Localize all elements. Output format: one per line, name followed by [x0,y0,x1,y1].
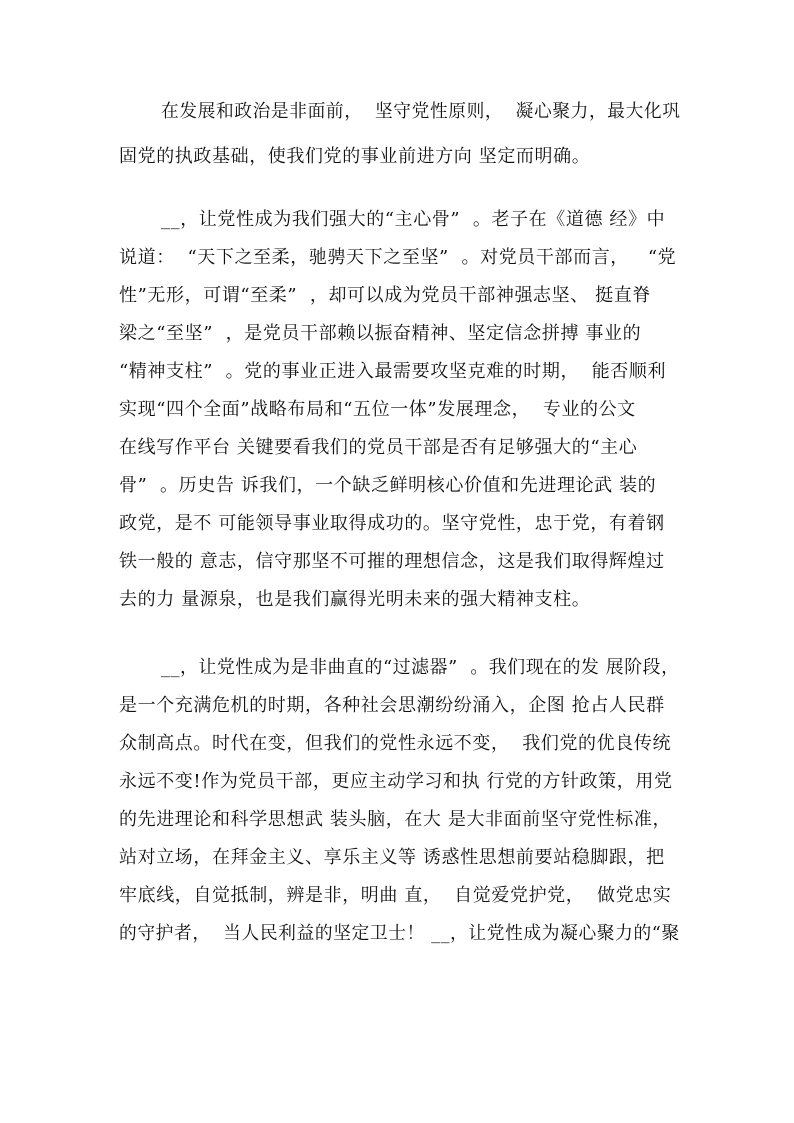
text-line: 的先进理论和科学思想武 装头脑，在大 是大非面前坚守党性标准， [119,809,672,830]
text-line: 牢底线，自觉抵制，辨是非，明曲 直， 自觉爱党护党， 做党忠实 [119,885,672,906]
text-line: “精神支柱” 。党的事业正进入最需要攻坚克难的时期， 能否顺利 [119,361,667,382]
text-line: 性”无形，可谓“至柔” ，却可以成为党员干部神强志坚、 挺直脊 [119,285,651,306]
text-line: 政党，是不 可能领导事业取得成功的。坚守党性，忠于党，有着钢 [119,513,665,534]
text-line: 铁一般的 意志，信守那坚不可摧的理想信念，这是我们取得辉煌过 [119,551,665,572]
text-line: 梁之“至坚” ，是党员干部赖以振奋精神、坚定信念拼搏 事业的 [119,323,642,344]
text-line: 的守护者， 当人民利益的坚定卫士！ __，让党性成为凝心聚力的“聚 [119,923,680,944]
text-line: 固党的执政基础，使我们党的事业前进方向 坚定而明确。 [119,146,591,167]
text-line: 永远不变!作为党员干部，更应主动学习和执 行党的方针政策，用党 [119,771,673,792]
text-line: 实现“四个全面”战略布局和“五位一体”发展理念， 专业的公文 [119,399,636,420]
text-line: 是一个充满危机的时期，各种社会思潮纷纷涌入，企图 抢占人民群 [119,695,665,716]
text-line: 说道： “天下之至柔，驰骋天下之至坚” 。对党员干部而言， “党 [119,247,677,268]
text-line: 站对立场，在拜金主义、享乐主义等 诱惑性思想前要站稳脚跟，把 [119,847,665,868]
text-line: 在发展和政治是非面前， 坚守党性原则， 凝心聚力，最大化巩 [161,101,681,122]
text-line: 骨” 。历史告 诉我们，一个缺乏鲜明核心价值和先进理论武 装的 [119,475,657,496]
text-line: 在线写作平台 关键要看我们的党员干部是否有足够强大的“主心 [119,437,638,458]
text-line: 众制高点。时代在变，但我们的党性永远不变， 我们党的优良传统 [119,733,672,754]
text-line: __，让党性成为我们强大的“主心骨” 。老子在《道德 经》中 [161,209,666,230]
text-line: __，让党性成为是非曲直的“过滤器” 。我们现在的发 展阶段， [161,657,680,678]
text-line: 去的力 量源泉，也是我们赢得光明未来的强大精神支柱。 [119,589,591,610]
